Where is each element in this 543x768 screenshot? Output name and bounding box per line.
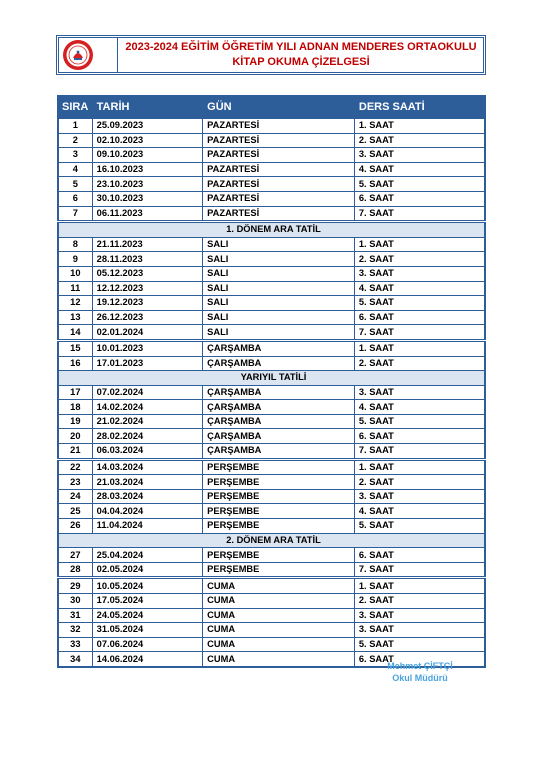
principal-title: Okul Müdürü: [392, 673, 448, 683]
table-row: [58, 133, 485, 148]
cell-ders-saati: 4. SAAT: [354, 162, 485, 177]
cell-tarih: 11.04.2024: [92, 519, 203, 534]
cell-tarih: 21.03.2024: [92, 475, 203, 490]
cell-gun: PAZARTESİ: [203, 191, 355, 206]
cell-ders-saati: 3. SAAT: [354, 489, 485, 504]
cell-ders-saati: 5. SAAT: [354, 519, 485, 534]
cell-sira: 11: [58, 281, 92, 296]
cell-sira: 23: [58, 475, 92, 490]
break-label: 1. DÖNEM ARA TATİL: [58, 222, 485, 238]
cell-gun: ÇARŞAMBA: [203, 340, 355, 356]
cell-gun: CUMA: [203, 637, 355, 652]
document-title: [119, 40, 483, 70]
table-row: [58, 548, 485, 563]
cell-ders-saati: 3. SAAT: [354, 266, 485, 281]
cell-tarih: 23.10.2023: [92, 177, 203, 192]
break-separator-row: [58, 222, 485, 238]
cell-gun: SALI: [203, 237, 355, 252]
cell-ders-saati: 1. SAAT: [354, 118, 485, 133]
cell-sira: 32: [58, 623, 92, 638]
cell-gun: CUMA: [203, 652, 355, 667]
cell-tarih: 04.04.2024: [92, 504, 203, 519]
cell-sira: 13: [58, 310, 92, 325]
cell-ders-saati: 5. SAAT: [354, 177, 485, 192]
header-divider: [117, 38, 118, 72]
cell-gun: SALI: [203, 325, 355, 341]
table-row: [58, 637, 485, 652]
cell-tarih: 02.05.2024: [92, 562, 203, 578]
cell-sira: 26: [58, 519, 92, 534]
cell-gun: CUMA: [203, 594, 355, 609]
table-header-row: [58, 96, 485, 118]
cell-gun: PAZARTESİ: [203, 206, 355, 222]
cell-tarih: 28.03.2024: [92, 489, 203, 504]
cell-gun: ÇARŞAMBA: [203, 356, 355, 371]
cell-tarih: 21.02.2024: [92, 414, 203, 429]
cell-sira: 3: [58, 148, 92, 163]
table-row: [58, 266, 485, 281]
table-row: [58, 206, 485, 222]
table-row: [58, 429, 485, 444]
break-label: 2. DÖNEM ARA TATİL: [58, 533, 485, 548]
cell-ders-saati: 3. SAAT: [354, 148, 485, 163]
cell-tarih: 17.05.2024: [92, 594, 203, 609]
break-separator-row: [58, 533, 485, 548]
cell-gun: CUMA: [203, 608, 355, 623]
cell-ders-saati: 1. SAAT: [354, 237, 485, 252]
table-row: [58, 400, 485, 415]
cell-tarih: 02.01.2024: [92, 325, 203, 341]
cell-gun: PAZARTESİ: [203, 133, 355, 148]
cell-gun: PERŞEMBE: [203, 459, 355, 475]
cell-gun: PERŞEMBE: [203, 489, 355, 504]
table-row: [58, 356, 485, 371]
cell-sira: 12: [58, 296, 92, 311]
cell-tarih: 17.01.2023: [92, 356, 203, 371]
cell-tarih: 26.12.2023: [92, 310, 203, 325]
cell-tarih: 05.12.2023: [92, 266, 203, 281]
table-row: [58, 519, 485, 534]
cell-ders-saati: 2. SAAT: [354, 356, 485, 371]
table-row: [58, 608, 485, 623]
cell-sira: 31: [58, 608, 92, 623]
cell-gun: ÇARŞAMBA: [203, 429, 355, 444]
cell-tarih: 31.05.2024: [92, 623, 203, 638]
cell-sira: 25: [58, 504, 92, 519]
table-row: [58, 325, 485, 341]
cell-ders-saati: 6. SAAT: [354, 548, 485, 563]
cell-tarih: 30.10.2023: [92, 191, 203, 206]
signature-block: [360, 660, 480, 684]
column-header-tarih: TARİH: [92, 96, 203, 118]
cell-sira: 24: [58, 489, 92, 504]
cell-ders-saati: 2. SAAT: [354, 133, 485, 148]
cell-gun: ÇARŞAMBA: [203, 400, 355, 415]
cell-ders-saati: 5. SAAT: [354, 414, 485, 429]
table-row: [58, 475, 485, 490]
cell-sira: 14: [58, 325, 92, 341]
cell-gun: ÇARŞAMBA: [203, 414, 355, 429]
title-line-2: KİTAP OKUMA ÇİZELGESİ: [232, 56, 370, 68]
table-row: [58, 414, 485, 429]
cell-gun: SALI: [203, 310, 355, 325]
cell-sira: 28: [58, 562, 92, 578]
table-row: [58, 162, 485, 177]
cell-ders-saati: 6. SAAT: [354, 310, 485, 325]
cell-sira: 27: [58, 548, 92, 563]
cell-ders-saati: 4. SAAT: [354, 400, 485, 415]
cell-tarih: 14.03.2024: [92, 459, 203, 475]
cell-ders-saati: 6. SAAT: [354, 652, 485, 667]
table-row: [58, 562, 485, 578]
cell-ders-saati: 6. SAAT: [354, 429, 485, 444]
cell-tarih: 12.12.2023: [92, 281, 203, 296]
cell-gun: ÇARŞAMBA: [203, 444, 355, 460]
cell-ders-saati: 5. SAAT: [354, 637, 485, 652]
cell-gun: SALI: [203, 266, 355, 281]
table-row: [58, 459, 485, 475]
cell-gun: PAZARTESİ: [203, 177, 355, 192]
cell-gun: ÇARŞAMBA: [203, 385, 355, 400]
cell-tarih: 02.10.2023: [92, 133, 203, 148]
cell-tarih: 14.02.2024: [92, 400, 203, 415]
table-row: [58, 489, 485, 504]
table-row: [58, 578, 485, 594]
principal-name: Mehmet ÇİFTÇİ: [387, 661, 453, 671]
table-row: [58, 281, 485, 296]
table-row: [58, 444, 485, 460]
table-body: [58, 118, 485, 667]
cell-ders-saati: 2. SAAT: [354, 252, 485, 267]
cell-ders-saati: 5. SAAT: [354, 296, 485, 311]
cell-sira: 22: [58, 459, 92, 475]
table-row: [58, 504, 485, 519]
cell-tarih: 07.06.2024: [92, 637, 203, 652]
cell-ders-saati: 6. SAAT: [354, 191, 485, 206]
column-header-sira: SIRA: [58, 96, 92, 118]
table-row: [58, 296, 485, 311]
cell-ders-saati: 3. SAAT: [354, 608, 485, 623]
cell-sira: 16: [58, 356, 92, 371]
cell-sira: 34: [58, 652, 92, 667]
cell-ders-saati: 4. SAAT: [354, 281, 485, 296]
cell-tarih: 19.12.2023: [92, 296, 203, 311]
table-row: [58, 310, 485, 325]
cell-gun: PERŞEMBE: [203, 562, 355, 578]
table-row: [58, 340, 485, 356]
cell-sira: 1: [58, 118, 92, 133]
table-row: [58, 594, 485, 609]
cell-sira: 29: [58, 578, 92, 594]
cell-ders-saati: 3. SAAT: [354, 385, 485, 400]
table-row: [58, 118, 485, 133]
cell-ders-saati: 2. SAAT: [354, 475, 485, 490]
cell-sira: 4: [58, 162, 92, 177]
cell-tarih: 10.01.2023: [92, 340, 203, 356]
cell-ders-saati: 7. SAAT: [354, 562, 485, 578]
cell-sira: 15: [58, 340, 92, 356]
cell-ders-saati: 7. SAAT: [354, 206, 485, 222]
title-line-1: 2023-2024 EĞİTİM ÖĞRETİM YILI ADNAN MENDERES ORTAOKULU: [125, 41, 477, 53]
reading-schedule-table: [57, 95, 486, 668]
table-row: [58, 191, 485, 206]
table-row: [58, 623, 485, 638]
cell-ders-saati: 7. SAAT: [354, 444, 485, 460]
cell-ders-saati: 1. SAAT: [354, 578, 485, 594]
cell-sira: 19: [58, 414, 92, 429]
table-row: [58, 177, 485, 192]
cell-tarih: 06.11.2023: [92, 206, 203, 222]
break-separator-row: [58, 371, 485, 386]
cell-gun: PERŞEMBE: [203, 475, 355, 490]
cell-sira: 7: [58, 206, 92, 222]
cell-tarih: 14.06.2024: [92, 652, 203, 667]
cell-tarih: 28.02.2024: [92, 429, 203, 444]
cell-ders-saati: 7. SAAT: [354, 325, 485, 341]
cell-sira: 6: [58, 191, 92, 206]
cell-tarih: 21.11.2023: [92, 237, 203, 252]
cell-gun: PERŞEMBE: [203, 504, 355, 519]
cell-sira: 8: [58, 237, 92, 252]
cell-tarih: 25.09.2023: [92, 118, 203, 133]
cell-ders-saati: 4. SAAT: [354, 504, 485, 519]
cell-gun: PAZARTESİ: [203, 118, 355, 133]
cell-gun: PAZARTESİ: [203, 148, 355, 163]
cell-sira: 30: [58, 594, 92, 609]
break-label: YARIYIL TATİLİ: [58, 371, 485, 386]
cell-ders-saati: 3. SAAT: [354, 623, 485, 638]
cell-ders-saati: 1. SAAT: [354, 459, 485, 475]
document-header: [56, 35, 486, 75]
cell-sira: 9: [58, 252, 92, 267]
cell-gun: SALI: [203, 252, 355, 267]
cell-ders-saati: 2. SAAT: [354, 594, 485, 609]
cell-tarih: 25.04.2024: [92, 548, 203, 563]
cell-gun: PERŞEMBE: [203, 519, 355, 534]
table-row: [58, 385, 485, 400]
column-header-ders-saati: DERS SAATİ: [354, 96, 485, 118]
cell-sira: 21: [58, 444, 92, 460]
cell-tarih: 06.03.2024: [92, 444, 203, 460]
cell-sira: 5: [58, 177, 92, 192]
cell-sira: 2: [58, 133, 92, 148]
cell-sira: 33: [58, 637, 92, 652]
school-emblem-icon: [62, 39, 94, 71]
cell-tarih: 28.11.2023: [92, 252, 203, 267]
cell-gun: CUMA: [203, 578, 355, 594]
cell-gun: PERŞEMBE: [203, 548, 355, 563]
cell-tarih: 09.10.2023: [92, 148, 203, 163]
cell-gun: PAZARTESİ: [203, 162, 355, 177]
table-row: [58, 237, 485, 252]
table-row: [58, 148, 485, 163]
cell-sira: 17: [58, 385, 92, 400]
cell-gun: CUMA: [203, 623, 355, 638]
table-row: [58, 252, 485, 267]
cell-sira: 20: [58, 429, 92, 444]
cell-gun: SALI: [203, 296, 355, 311]
cell-sira: 10: [58, 266, 92, 281]
cell-gun: SALI: [203, 281, 355, 296]
cell-tarih: 24.05.2024: [92, 608, 203, 623]
cell-ders-saati: 1. SAAT: [354, 340, 485, 356]
cell-sira: 18: [58, 400, 92, 415]
cell-tarih: 16.10.2023: [92, 162, 203, 177]
cell-tarih: 07.02.2024: [92, 385, 203, 400]
column-header-gun: GÜN: [203, 96, 355, 118]
cell-tarih: 10.05.2024: [92, 578, 203, 594]
